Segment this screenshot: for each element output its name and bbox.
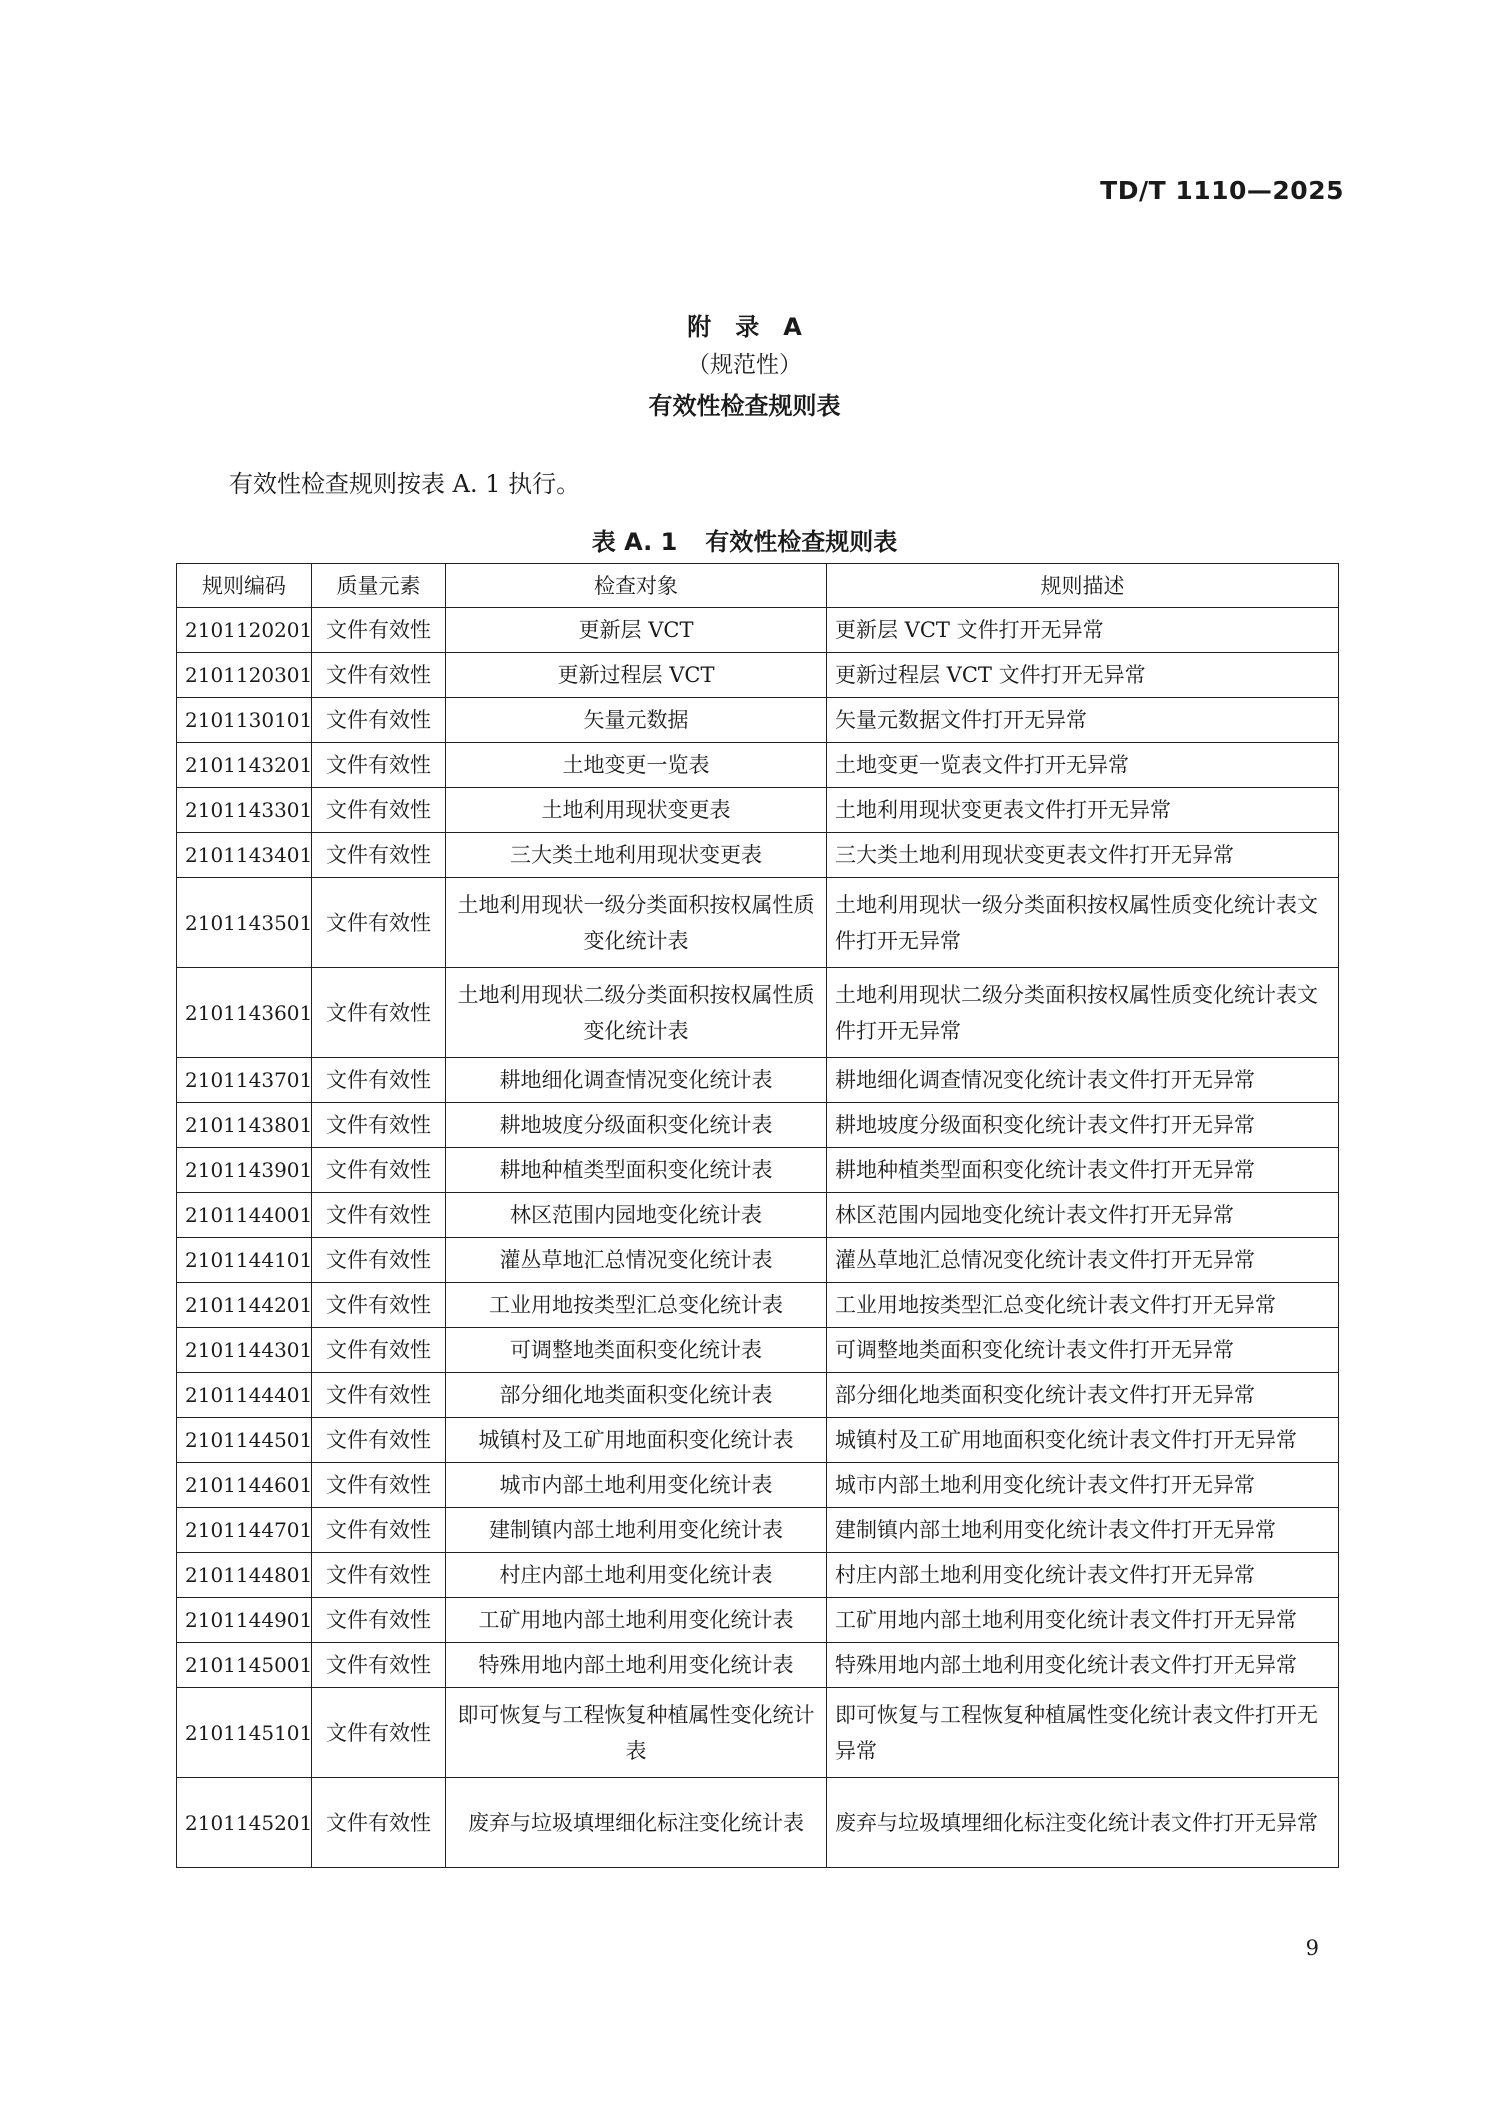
rule-code-cell: 2101143501 xyxy=(177,878,312,968)
column-header: 检查对象 xyxy=(446,564,827,608)
check-object-cell: 林区范围内园地变化统计表 xyxy=(446,1193,827,1238)
quality-element-cell: 文件有效性 xyxy=(312,1418,446,1463)
table-row xyxy=(177,1328,1339,1373)
rule-description-cell: 耕地细化调查情况变化统计表文件打开无异常 xyxy=(827,1058,1339,1103)
rules-table xyxy=(176,563,1339,1868)
check-object-cell: 更新层 VCT xyxy=(446,608,827,653)
rule-description-cell: 建制镇内部土地利用变化统计表文件打开无异常 xyxy=(827,1508,1339,1553)
table-row xyxy=(177,1193,1339,1238)
table-row xyxy=(177,1283,1339,1328)
rule-description-cell: 林区范围内园地变化统计表文件打开无异常 xyxy=(827,1193,1339,1238)
check-object-cell: 城市内部土地利用变化统计表 xyxy=(446,1463,827,1508)
check-object-cell: 特殊用地内部土地利用变化统计表 xyxy=(446,1643,827,1688)
rule-description-cell: 工矿用地内部土地利用变化统计表文件打开无异常 xyxy=(827,1598,1339,1643)
rule-description-cell: 土地利用现状二级分类面积按权属性质变化统计表文件打开无异常 xyxy=(827,968,1339,1058)
rule-description-cell: 灌丛草地汇总情况变化统计表文件打开无异常 xyxy=(827,1238,1339,1283)
column-header: 质量元素 xyxy=(312,564,446,608)
rule-code-cell: 2101143901 xyxy=(177,1148,312,1193)
rule-description-cell: 土地利用现状变更表文件打开无异常 xyxy=(827,788,1339,833)
quality-element-cell: 文件有效性 xyxy=(312,1058,446,1103)
table-row xyxy=(177,1463,1339,1508)
rule-code-cell: 2101130101 xyxy=(177,698,312,743)
table-row xyxy=(177,1238,1339,1283)
quality-element-cell: 文件有效性 xyxy=(312,698,446,743)
check-object-cell: 矢量元数据 xyxy=(446,698,827,743)
quality-element-cell: 文件有效性 xyxy=(312,1688,446,1778)
rule-description-cell: 部分细化地类面积变化统计表文件打开无异常 xyxy=(827,1373,1339,1418)
table-row xyxy=(177,1058,1339,1103)
quality-element-cell: 文件有效性 xyxy=(312,833,446,878)
rule-description-cell: 更新过程层 VCT 文件打开无异常 xyxy=(827,653,1339,698)
rule-description-cell: 城镇村及工矿用地面积变化统计表文件打开无异常 xyxy=(827,1418,1339,1463)
rule-code-cell: 2101143201 xyxy=(177,743,312,788)
rule-code-cell: 2101143401 xyxy=(177,833,312,878)
appendix-name: 有效性检查规则表 xyxy=(648,392,841,420)
quality-element-cell: 文件有效性 xyxy=(312,788,446,833)
quality-element-cell: 文件有效性 xyxy=(312,1508,446,1553)
check-object-cell: 部分细化地类面积变化统计表 xyxy=(446,1373,827,1418)
quality-element-cell: 文件有效性 xyxy=(312,1643,446,1688)
table-row xyxy=(177,1103,1339,1148)
rule-description-cell: 三大类土地利用现状变更表文件打开无异常 xyxy=(827,833,1339,878)
rule-description-cell: 耕地坡度分级面积变化统计表文件打开无异常 xyxy=(827,1103,1339,1148)
check-object-cell: 土地利用现状二级分类面积按权属性质变化统计表 xyxy=(446,968,827,1058)
rule-description-cell: 耕地种植类型面积变化统计表文件打开无异常 xyxy=(827,1148,1339,1193)
rule-description-cell: 废弃与垃圾填埋细化标注变化统计表文件打开无异常 xyxy=(827,1778,1339,1868)
quality-element-cell: 文件有效性 xyxy=(312,743,446,788)
check-object-cell: 耕地细化调查情况变化统计表 xyxy=(446,1058,827,1103)
check-object-cell: 土地变更一览表 xyxy=(446,743,827,788)
quality-element-cell: 文件有效性 xyxy=(312,1598,446,1643)
rule-description-cell: 村庄内部土地利用变化统计表文件打开无异常 xyxy=(827,1553,1339,1598)
rule-description-cell: 城市内部土地利用变化统计表文件打开无异常 xyxy=(827,1463,1339,1508)
check-object-cell: 废弃与垃圾填埋细化标注变化统计表 xyxy=(446,1778,827,1868)
table-row xyxy=(177,608,1339,653)
rule-description-cell: 即可恢复与工程恢复种植属性变化统计表文件打开无异常 xyxy=(827,1688,1339,1778)
rule-code-cell: 2101144901 xyxy=(177,1598,312,1643)
check-object-cell: 建制镇内部土地利用变化统计表 xyxy=(446,1508,827,1553)
intro-paragraph: 有效性检查规则按表 A. 1 执行。 xyxy=(229,470,581,498)
rule-code-cell: 2101120301 xyxy=(177,653,312,698)
table-row xyxy=(177,743,1339,788)
column-header: 规则描述 xyxy=(827,564,1339,608)
table-row xyxy=(177,1553,1339,1598)
check-object-cell: 即可恢复与工程恢复种植属性变化统计表 xyxy=(446,1688,827,1778)
check-object-cell: 工矿用地内部土地利用变化统计表 xyxy=(446,1598,827,1643)
quality-element-cell: 文件有效性 xyxy=(312,1328,446,1373)
rule-code-cell: 2101143701 xyxy=(177,1058,312,1103)
rule-code-cell: 2101144301 xyxy=(177,1328,312,1373)
rule-code-cell: 2101143301 xyxy=(177,788,312,833)
check-object-cell: 耕地坡度分级面积变化统计表 xyxy=(446,1103,827,1148)
rule-code-cell: 2101144201 xyxy=(177,1283,312,1328)
quality-element-cell: 文件有效性 xyxy=(312,1193,446,1238)
check-object-cell: 灌丛草地汇总情况变化统计表 xyxy=(446,1238,827,1283)
rule-code-cell: 2101143601 xyxy=(177,968,312,1058)
quality-element-cell: 文件有效性 xyxy=(312,968,446,1058)
check-object-cell: 可调整地类面积变化统计表 xyxy=(446,1328,827,1373)
table-row xyxy=(177,1598,1339,1643)
check-object-cell: 三大类土地利用现状变更表 xyxy=(446,833,827,878)
rule-description-cell: 更新层 VCT 文件打开无异常 xyxy=(827,608,1339,653)
check-object-cell: 城镇村及工矿用地面积变化统计表 xyxy=(446,1418,827,1463)
check-object-cell: 工业用地按类型汇总变化统计表 xyxy=(446,1283,827,1328)
quality-element-cell: 文件有效性 xyxy=(312,1553,446,1598)
rule-code-cell: 2101143801 xyxy=(177,1103,312,1148)
column-header: 规则编码 xyxy=(177,564,312,608)
table-row xyxy=(177,653,1339,698)
check-object-cell: 更新过程层 VCT xyxy=(446,653,827,698)
rule-description-cell: 特殊用地内部土地利用变化统计表文件打开无异常 xyxy=(827,1643,1339,1688)
rule-description-cell: 矢量元数据文件打开无异常 xyxy=(827,698,1339,743)
appendix-title: 附 录 A xyxy=(687,313,802,341)
table-row xyxy=(177,788,1339,833)
table-row xyxy=(177,878,1339,968)
check-object-cell: 村庄内部土地利用变化统计表 xyxy=(446,1553,827,1598)
rule-code-cell: 2101144801 xyxy=(177,1553,312,1598)
standard-number: TD/T 1110—2025 xyxy=(1100,176,1344,205)
quality-element-cell: 文件有效性 xyxy=(312,1103,446,1148)
rule-code-cell: 2101144401 xyxy=(177,1373,312,1418)
quality-element-cell: 文件有效性 xyxy=(312,1283,446,1328)
rule-code-cell: 2101144501 xyxy=(177,1418,312,1463)
table-row xyxy=(177,1643,1339,1688)
rule-code-cell: 2101120201 xyxy=(177,608,312,653)
quality-element-cell: 文件有效性 xyxy=(312,608,446,653)
table-header-row xyxy=(177,564,1339,608)
quality-element-cell: 文件有效性 xyxy=(312,1148,446,1193)
table-row xyxy=(177,698,1339,743)
rule-code-cell: 2101145201 xyxy=(177,1778,312,1868)
rule-description-cell: 土地利用现状一级分类面积按权属性质变化统计表文件打开无异常 xyxy=(827,878,1339,968)
table-caption xyxy=(0,522,1489,557)
rule-code-cell: 2101145001 xyxy=(177,1643,312,1688)
table-row xyxy=(177,1688,1339,1778)
check-object-cell: 耕地种植类型面积变化统计表 xyxy=(446,1148,827,1193)
quality-element-cell: 文件有效性 xyxy=(312,1238,446,1283)
quality-element-cell: 文件有效性 xyxy=(312,1373,446,1418)
rule-code-cell: 2101145101 xyxy=(177,1688,312,1778)
check-object-cell: 土地利用现状变更表 xyxy=(446,788,827,833)
table-row xyxy=(177,1778,1339,1868)
quality-element-cell: 文件有效性 xyxy=(312,878,446,968)
table-row xyxy=(177,1508,1339,1553)
quality-element-cell: 文件有效性 xyxy=(312,1463,446,1508)
appendix-nature: （规范性） xyxy=(687,352,802,378)
rule-code-cell: 2101144701 xyxy=(177,1508,312,1553)
rule-description-cell: 土地变更一览表文件打开无异常 xyxy=(827,743,1339,788)
page-number: 9 xyxy=(1305,1936,1319,1960)
table-row xyxy=(177,968,1339,1058)
table-row xyxy=(177,1148,1339,1193)
table-row xyxy=(177,833,1339,878)
table-caption-title: 有效性检查规则表 xyxy=(705,528,898,556)
rule-description-cell: 工业用地按类型汇总变化统计表文件打开无异常 xyxy=(827,1283,1339,1328)
quality-element-cell: 文件有效性 xyxy=(312,1778,446,1868)
rule-code-cell: 2101144601 xyxy=(177,1463,312,1508)
rule-code-cell: 2101144101 xyxy=(177,1238,312,1283)
table-body xyxy=(177,608,1339,1868)
table-row xyxy=(177,1373,1339,1418)
quality-element-cell: 文件有效性 xyxy=(312,653,446,698)
check-object-cell: 土地利用现状一级分类面积按权属性质变化统计表 xyxy=(446,878,827,968)
rule-code-cell: 2101144001 xyxy=(177,1193,312,1238)
table-row xyxy=(177,1418,1339,1463)
rule-description-cell: 可调整地类面积变化统计表文件打开无异常 xyxy=(827,1328,1339,1373)
table-caption-label: 表 A. 1 xyxy=(591,528,678,556)
